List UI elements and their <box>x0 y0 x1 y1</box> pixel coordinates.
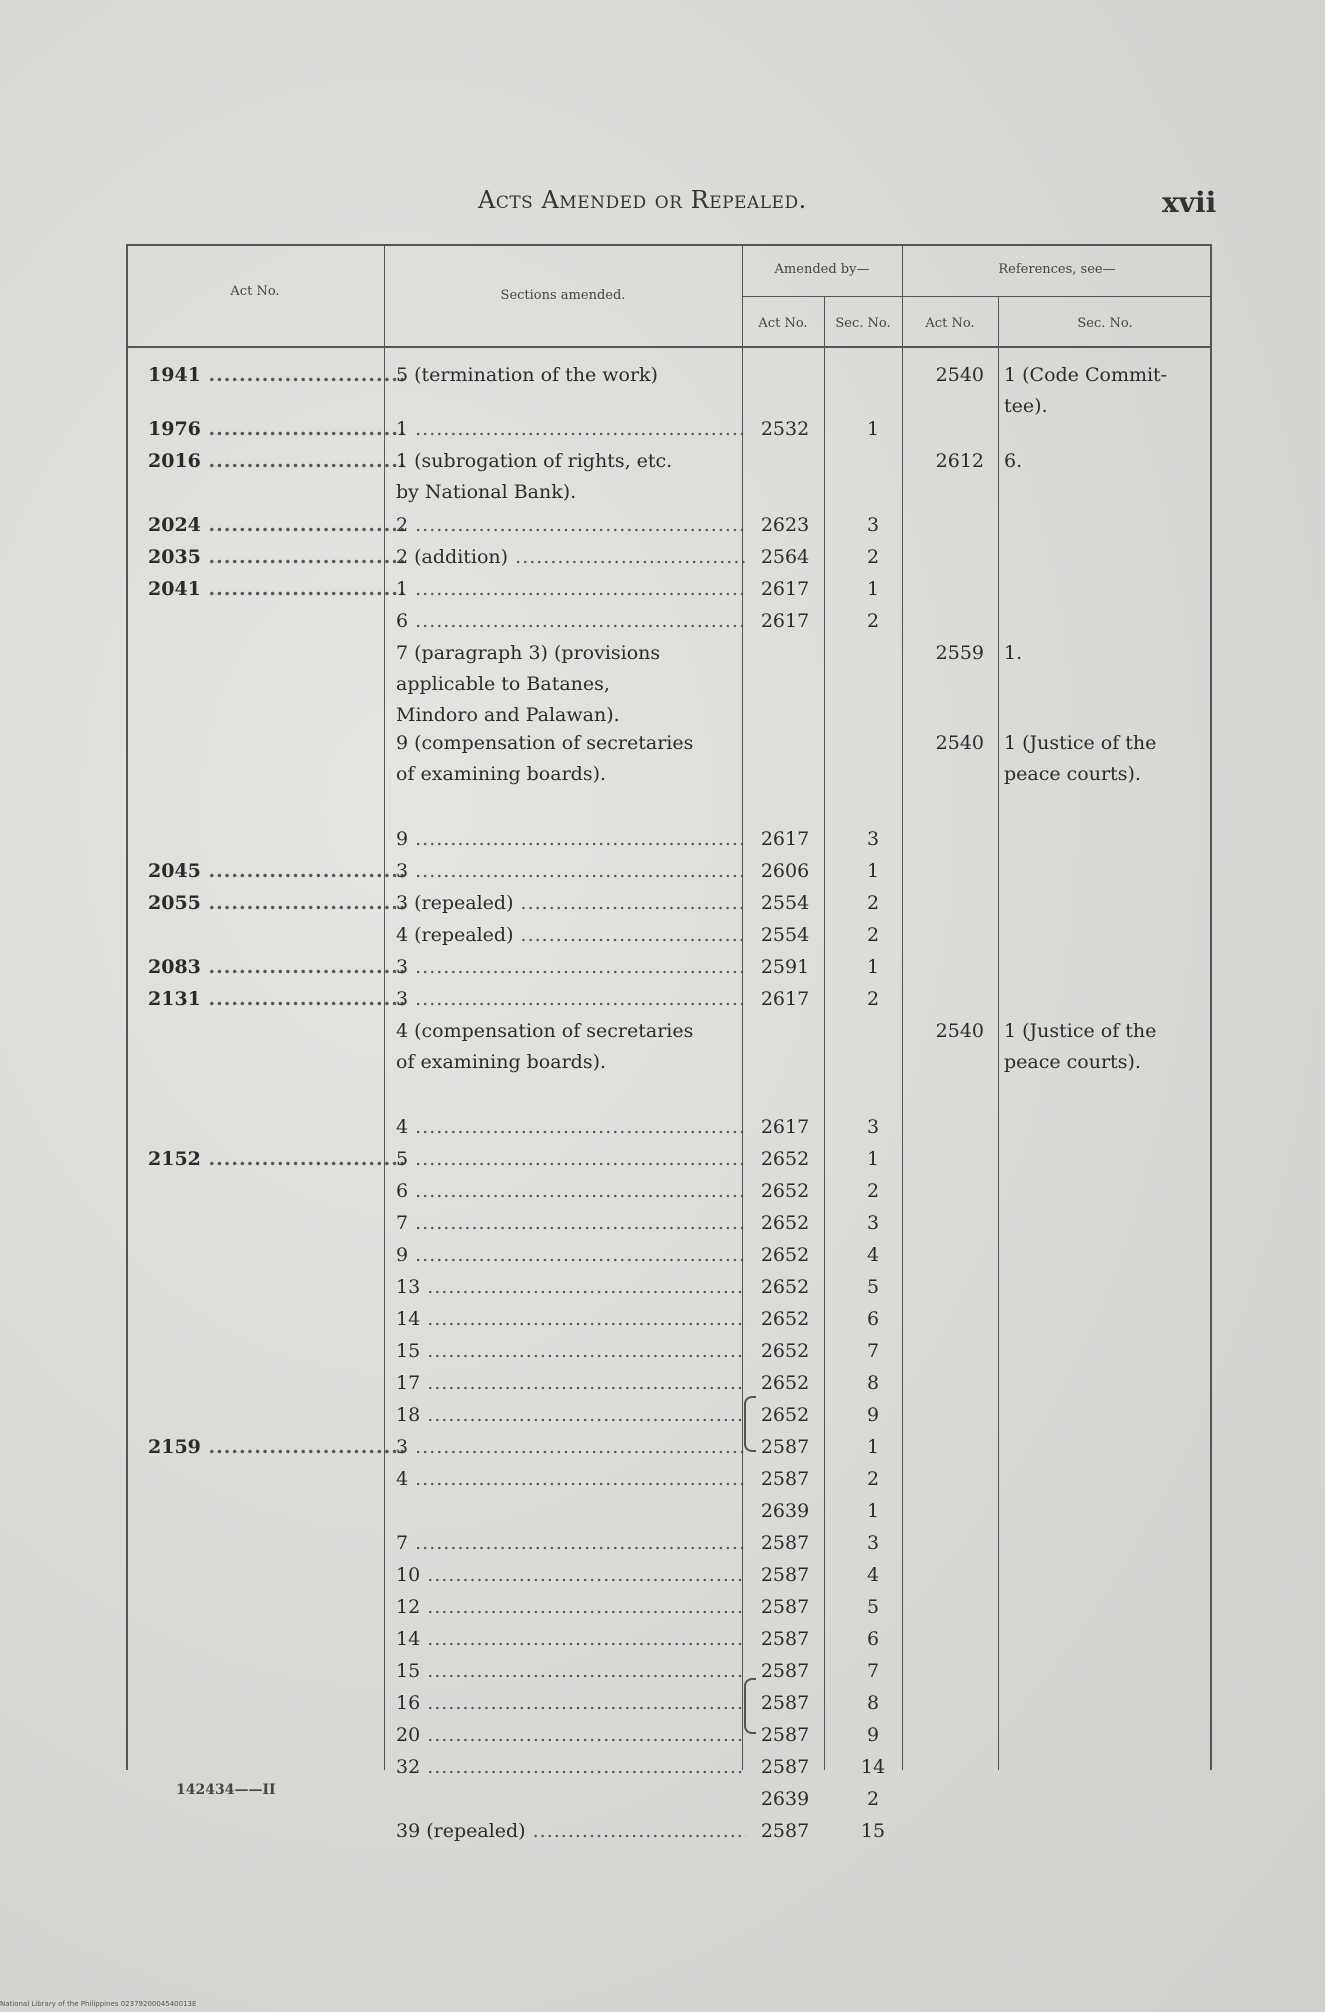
table-row <box>126 446 1212 503</box>
amended-act-cell: 2587 <box>760 1660 810 1682</box>
section-cell: 3 ..... <box>396 1432 746 1463</box>
table-row <box>126 1624 1212 1655</box>
amended-act-cell: 2587 <box>760 1596 810 1618</box>
table-row <box>126 1144 1212 1175</box>
header-bottom-rule <box>126 346 1212 348</box>
table-row <box>126 888 1212 919</box>
section-cell: 9 ..... <box>396 824 746 855</box>
section-cell: 4 ..... <box>396 1112 746 1143</box>
table-row <box>126 1432 1212 1463</box>
header-amended-sec-no: Sec. No. <box>835 316 891 331</box>
amended-act-cell: 2587 <box>760 1468 810 1490</box>
table-row <box>126 952 1212 983</box>
table-row <box>126 1208 1212 1239</box>
ref-sec-cell: 1 (Justice of the peace courts). <box>1004 732 1157 785</box>
act-no-cell: 2055 ..... <box>148 888 406 919</box>
ref-act-cell: 2540 <box>935 732 984 754</box>
section-cell: 4 ..... <box>396 1464 746 1495</box>
amended-sec-cell: 4 <box>866 1564 880 1586</box>
section-cell: 3 ..... <box>396 984 746 1015</box>
amended-act-cell: 2532 <box>760 418 810 440</box>
header-amended-act-no: Act No. <box>758 316 808 331</box>
ref-sec-cell: 6. <box>1004 450 1023 472</box>
amended-sec-cell: 14 <box>860 1756 886 1778</box>
amended-act-cell: 2617 <box>760 828 810 850</box>
amended-act-cell: 2652 <box>760 1308 810 1330</box>
act-no-cell: 2045 ..... <box>148 856 406 887</box>
table-row <box>126 574 1212 605</box>
table-row <box>126 1688 1212 1719</box>
table-row <box>126 728 1212 785</box>
act-no-cell: 2035 ..... <box>148 542 406 573</box>
amended-sec-cell: 5 <box>866 1596 880 1618</box>
table-row <box>126 1240 1212 1271</box>
amended-act-cell: 2554 <box>760 924 810 946</box>
section-cell: 9 (compensation of secretaries of examining boards). <box>396 732 694 785</box>
amended-act-cell: 2617 <box>760 610 810 632</box>
section-cell: 13 ..... <box>396 1272 746 1303</box>
subheader-rule <box>742 296 1212 297</box>
amended-act-cell: 2587 <box>760 1756 810 1778</box>
act-no-cell: 2083 ..... <box>148 952 406 983</box>
section-cell: 4 (compensation of secretaries of examining boards). <box>396 1020 694 1073</box>
amended-act-cell: 2652 <box>760 1212 810 1234</box>
amended-sec-cell: 3 <box>866 514 880 536</box>
section-cell: 39 (repealed) ..... <box>396 1816 746 1847</box>
section-cell: 1 ..... <box>396 574 746 605</box>
table-row <box>126 1528 1212 1559</box>
amended-act-cell: 2617 <box>760 578 810 600</box>
amended-sec-cell: 7 <box>866 1660 880 1682</box>
amended-sec-cell: 6 <box>866 1308 880 1330</box>
amended-sec-cell: 3 <box>866 1532 880 1554</box>
table-row <box>126 1016 1212 1073</box>
table-row <box>126 1816 1212 1847</box>
section-cell: 14 ..... <box>396 1304 746 1335</box>
section-cell: 18 ..... <box>396 1400 746 1431</box>
table-row <box>126 510 1212 541</box>
amended-sec-cell: 2 <box>866 988 880 1010</box>
amended-sec-cell: 4 <box>866 1244 880 1266</box>
amended-act-cell: 2587 <box>760 1628 810 1650</box>
section-cell: 7 ..... <box>396 1528 746 1559</box>
act-no-cell: 1941 ..... <box>148 360 406 391</box>
section-cell: 6 ..... <box>396 1176 746 1207</box>
section-cell: 3 ..... <box>396 952 746 983</box>
table-row <box>126 1720 1212 1751</box>
header-ref-act-no: Act No. <box>925 316 975 331</box>
act-no-cell: 2041 ..... <box>148 574 406 605</box>
ref-act-cell: 2540 <box>935 364 984 386</box>
amended-sec-cell: 1 <box>866 1500 880 1522</box>
header-act-no: Act No. <box>230 284 280 299</box>
act-no-cell: 2152 ..... <box>148 1144 406 1175</box>
section-cell: 15 ..... <box>396 1656 746 1687</box>
table-row <box>126 638 1212 726</box>
table-row <box>126 1464 1212 1495</box>
amended-act-cell: 2639 <box>760 1788 810 1810</box>
ref-sec-cell: 1 (Justice of the peace courts). <box>1004 1020 1157 1073</box>
brace-2159-sec32 <box>744 1678 756 1734</box>
amended-sec-cell: 1 <box>866 956 880 978</box>
amended-act-cell: 2617 <box>760 988 810 1010</box>
amended-act-cell: 2652 <box>760 1404 810 1426</box>
amended-sec-cell: 2 <box>866 892 880 914</box>
amended-sec-cell: 2 <box>866 546 880 568</box>
ref-act-cell: 2540 <box>935 1020 984 1042</box>
section-cell: 32 ..... <box>396 1752 746 1783</box>
section-cell: 7 (paragraph 3) (provisions applicable to Batanes, Mindoro and Palawan). <box>396 642 661 726</box>
header-references: References, see— <box>998 262 1116 277</box>
amended-sec-cell: 2 <box>866 1788 880 1810</box>
amended-act-cell: 2606 <box>760 860 810 882</box>
section-cell: 5 ..... <box>396 1144 746 1175</box>
amended-sec-cell: 1 <box>866 1148 880 1170</box>
amended-act-cell: 2587 <box>760 1532 810 1554</box>
brace-2159-sec4 <box>744 1396 756 1452</box>
amended-sec-cell: 8 <box>866 1692 880 1714</box>
section-cell: 12 ..... <box>396 1592 746 1623</box>
amended-sec-cell: 2 <box>866 610 880 632</box>
amended-sec-cell: 3 <box>866 1116 880 1138</box>
table-row <box>126 606 1212 637</box>
amended-act-cell: 2587 <box>760 1436 810 1458</box>
amended-sec-cell: 2 <box>866 1180 880 1202</box>
signature-mark: 142434——II <box>176 1782 276 1798</box>
act-no-cell: 1976 ..... <box>148 414 406 445</box>
table-row <box>126 1656 1212 1687</box>
amended-act-cell: 2652 <box>760 1148 810 1170</box>
amended-act-cell: 2639 <box>760 1500 810 1522</box>
amended-act-cell: 2587 <box>760 1820 810 1842</box>
table-row <box>126 984 1212 1015</box>
amended-sec-cell: 3 <box>866 1212 880 1234</box>
amended-act-cell: 2652 <box>760 1372 810 1394</box>
section-cell: 15 ..... <box>396 1336 746 1367</box>
table-row <box>126 1752 1212 1783</box>
table-top-rule <box>126 244 1212 246</box>
amended-act-cell: 2587 <box>760 1724 810 1746</box>
amended-sec-cell: 5 <box>866 1276 880 1298</box>
amended-sec-cell: 1 <box>866 578 880 600</box>
amended-sec-cell: 8 <box>866 1372 880 1394</box>
amended-act-cell: 2587 <box>760 1564 810 1586</box>
section-cell: 1 (subrogation of rights, etc. by National Bank). <box>396 450 673 503</box>
scan-note: National Library of the Philippines 0237920004540013E <box>0 2000 197 2008</box>
header-ref-sec-no: Sec. No. <box>1077 316 1133 331</box>
amended-sec-cell: 3 <box>866 828 880 850</box>
table-row <box>126 1496 1212 1527</box>
table-row <box>126 1560 1212 1591</box>
amended-sec-cell: 7 <box>866 1340 880 1362</box>
amended-sec-cell: 6 <box>866 1628 880 1650</box>
act-no-cell: 2159 ..... <box>148 1432 406 1463</box>
amended-sec-cell: 2 <box>866 924 880 946</box>
header-amended-by: Amended by— <box>774 262 870 277</box>
amended-act-cell: 2652 <box>760 1340 810 1362</box>
section-cell: 4 (repealed) ..... <box>396 920 746 951</box>
section-cell: 2 (addition) ..... <box>396 542 746 573</box>
amended-act-cell: 2617 <box>760 1116 810 1138</box>
amended-act-cell: 2591 <box>760 956 810 978</box>
act-no-cell: 2131 ..... <box>148 984 406 1015</box>
amended-sec-cell: 9 <box>866 1724 880 1746</box>
header-sections-amended: Sections amended. <box>500 288 626 303</box>
amended-sec-cell: 9 <box>866 1404 880 1426</box>
ref-act-cell: 2559 <box>935 642 984 664</box>
table-row <box>126 1784 1212 1815</box>
table-row <box>126 1336 1212 1367</box>
section-cell: 7 ..... <box>396 1208 746 1239</box>
section-cell: 10 ..... <box>396 1560 746 1591</box>
ref-sec-cell: 1 (Code Commit-tee). <box>1004 364 1168 417</box>
amended-act-cell: 2564 <box>760 546 810 568</box>
act-no-cell: 2024 ..... <box>148 510 406 541</box>
table-row <box>126 1112 1212 1143</box>
section-cell: 2 ..... <box>396 510 746 541</box>
amended-sec-cell: 15 <box>860 1820 886 1842</box>
table-row <box>126 856 1212 887</box>
amended-act-cell: 2587 <box>760 1692 810 1714</box>
section-cell: 3 ..... <box>396 856 746 887</box>
section-cell: 6 ..... <box>396 606 746 637</box>
page-number: xvii <box>1162 186 1217 219</box>
table-row <box>126 414 1212 445</box>
amended-sec-cell: 1 <box>866 1436 880 1458</box>
table-row <box>126 1304 1212 1335</box>
table-row <box>126 920 1212 951</box>
act-no-cell: 2016 ..... <box>148 446 406 477</box>
amended-sec-cell: 1 <box>866 418 880 440</box>
section-cell: 16 ..... <box>396 1688 746 1719</box>
amended-sec-cell: 2 <box>866 1468 880 1490</box>
section-cell: 9 ..... <box>396 1240 746 1271</box>
ref-sec-cell: 1. <box>1004 642 1023 664</box>
section-cell: 3 (repealed) ..... <box>396 888 746 919</box>
table-row <box>126 542 1212 573</box>
table-row <box>126 1272 1212 1303</box>
section-cell: 5 (termination of the work) <box>396 364 658 386</box>
amended-act-cell: 2652 <box>760 1180 810 1202</box>
amended-act-cell: 2652 <box>760 1276 810 1298</box>
amended-sec-cell: 1 <box>866 860 880 882</box>
section-cell: 14 ..... <box>396 1624 746 1655</box>
page-title: Acts Amended or Repealed. <box>478 186 807 214</box>
amended-act-cell: 2554 <box>760 892 810 914</box>
table-row <box>126 1368 1212 1399</box>
table-row <box>126 360 1212 417</box>
amended-act-cell: 2623 <box>760 514 810 536</box>
amended-act-cell: 2652 <box>760 1244 810 1266</box>
section-cell: 1 ..... <box>396 414 746 445</box>
table-row <box>126 824 1212 855</box>
table-row <box>126 1400 1212 1431</box>
ref-act-cell: 2612 <box>935 450 984 472</box>
section-cell: 20 ..... <box>396 1720 746 1751</box>
table-row <box>126 1176 1212 1207</box>
table-row <box>126 1592 1212 1623</box>
section-cell: 17 ..... <box>396 1368 746 1399</box>
